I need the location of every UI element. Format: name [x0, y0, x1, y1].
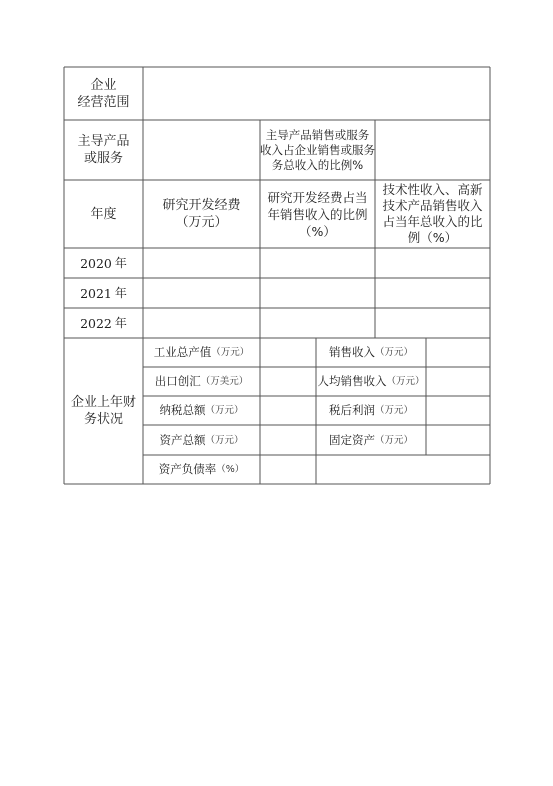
rd-ratio-2022-field[interactable]	[260, 308, 375, 338]
export-earnings-field[interactable]	[260, 367, 316, 396]
unit-text: （万元）	[386, 376, 425, 387]
industrial-output-field[interactable]	[260, 338, 316, 367]
debt-ratio-field[interactable]	[260, 455, 316, 484]
main-product-field[interactable]	[143, 120, 260, 180]
unit-text: （万元）	[211, 347, 250, 358]
year-suffix: 年	[114, 255, 127, 270]
year-value: 2022	[80, 315, 112, 331]
main-product-ratio-field[interactable]	[375, 120, 490, 180]
label-text: 工业总产值	[153, 345, 212, 359]
label-text: 税后利润	[328, 403, 375, 417]
rd-expense-header: 研究开发经费 （万元）	[162, 198, 241, 230]
label-text: 资产负债率	[158, 462, 217, 476]
tax-paid-field[interactable]	[260, 396, 316, 425]
unit-text: （万元）	[374, 347, 413, 358]
rd-ratio-header: 研究开发经费占当 年销售收入的比例 （%）	[267, 189, 368, 239]
rd-ratio-2021-field[interactable]	[260, 278, 375, 308]
debt-ratio-label	[143, 455, 260, 484]
label-text: 出口创汇	[154, 374, 201, 388]
business-scope-label: 企业 经营范围	[77, 77, 130, 110]
label-text: 人均销售收入	[317, 374, 387, 388]
main-product-ratio-label: 主导产品销售或服务 收入占企业销售或服务 务总收入的比例%	[260, 127, 375, 172]
year-value: 2020	[80, 255, 112, 271]
rd-expense-2021-field[interactable]	[143, 278, 260, 308]
tech-income-header: 技术性收入、高新 技术产品销售收入 占当年总收入的比 例（%）	[382, 182, 483, 245]
unit-text: （万元）	[374, 405, 413, 416]
tech-income-2022-field[interactable]	[375, 308, 490, 338]
rd-ratio-2020-field[interactable]	[260, 248, 375, 278]
sales-income-label	[316, 338, 426, 367]
total-assets-label	[143, 425, 260, 455]
net-profit-field[interactable]	[426, 396, 490, 425]
label-text: 销售收入	[328, 345, 375, 359]
rd-expense-2022-field[interactable]	[143, 308, 260, 338]
total-assets-field[interactable]	[260, 425, 316, 455]
fixed-assets-label	[316, 425, 426, 455]
unit-text: （万元）	[374, 434, 413, 446]
label-text: 固定资产	[328, 432, 375, 447]
year-suffix: 年	[114, 285, 127, 300]
sales-income-field[interactable]	[426, 338, 490, 367]
blank-cell	[316, 455, 490, 484]
tech-income-2021-field[interactable]	[375, 278, 490, 308]
per-capita-sales-field[interactable]	[426, 367, 490, 396]
business-scope-field[interactable]	[143, 67, 490, 120]
unit-text: （万美元）	[200, 376, 249, 387]
label-text: 纳税总额	[159, 403, 206, 417]
per-capita-sales-label	[316, 367, 426, 396]
year-row-2022	[64, 308, 143, 338]
year-suffix: 年	[114, 315, 127, 330]
main-product-label: 主导产品 或服务	[77, 134, 130, 166]
unit-text: （%）	[216, 464, 245, 475]
tech-income-2020-field[interactable]	[375, 248, 490, 278]
net-profit-label	[316, 396, 426, 425]
year-value: 2021	[80, 285, 112, 301]
export-earnings-label	[143, 367, 260, 396]
year-row-2021	[64, 278, 143, 308]
label-text: 资产总额	[159, 432, 206, 447]
year-row-2020	[64, 248, 143, 278]
finance-label: 企业上年财 务状况	[70, 395, 136, 427]
tax-paid-label	[143, 396, 260, 425]
industrial-output-label	[143, 338, 260, 367]
unit-text: （万元）	[205, 434, 244, 446]
unit-text: （万元）	[205, 405, 244, 416]
rd-expense-2020-field[interactable]	[143, 248, 260, 278]
fixed-assets-field[interactable]	[426, 425, 490, 455]
year-label: 年度	[90, 206, 117, 222]
